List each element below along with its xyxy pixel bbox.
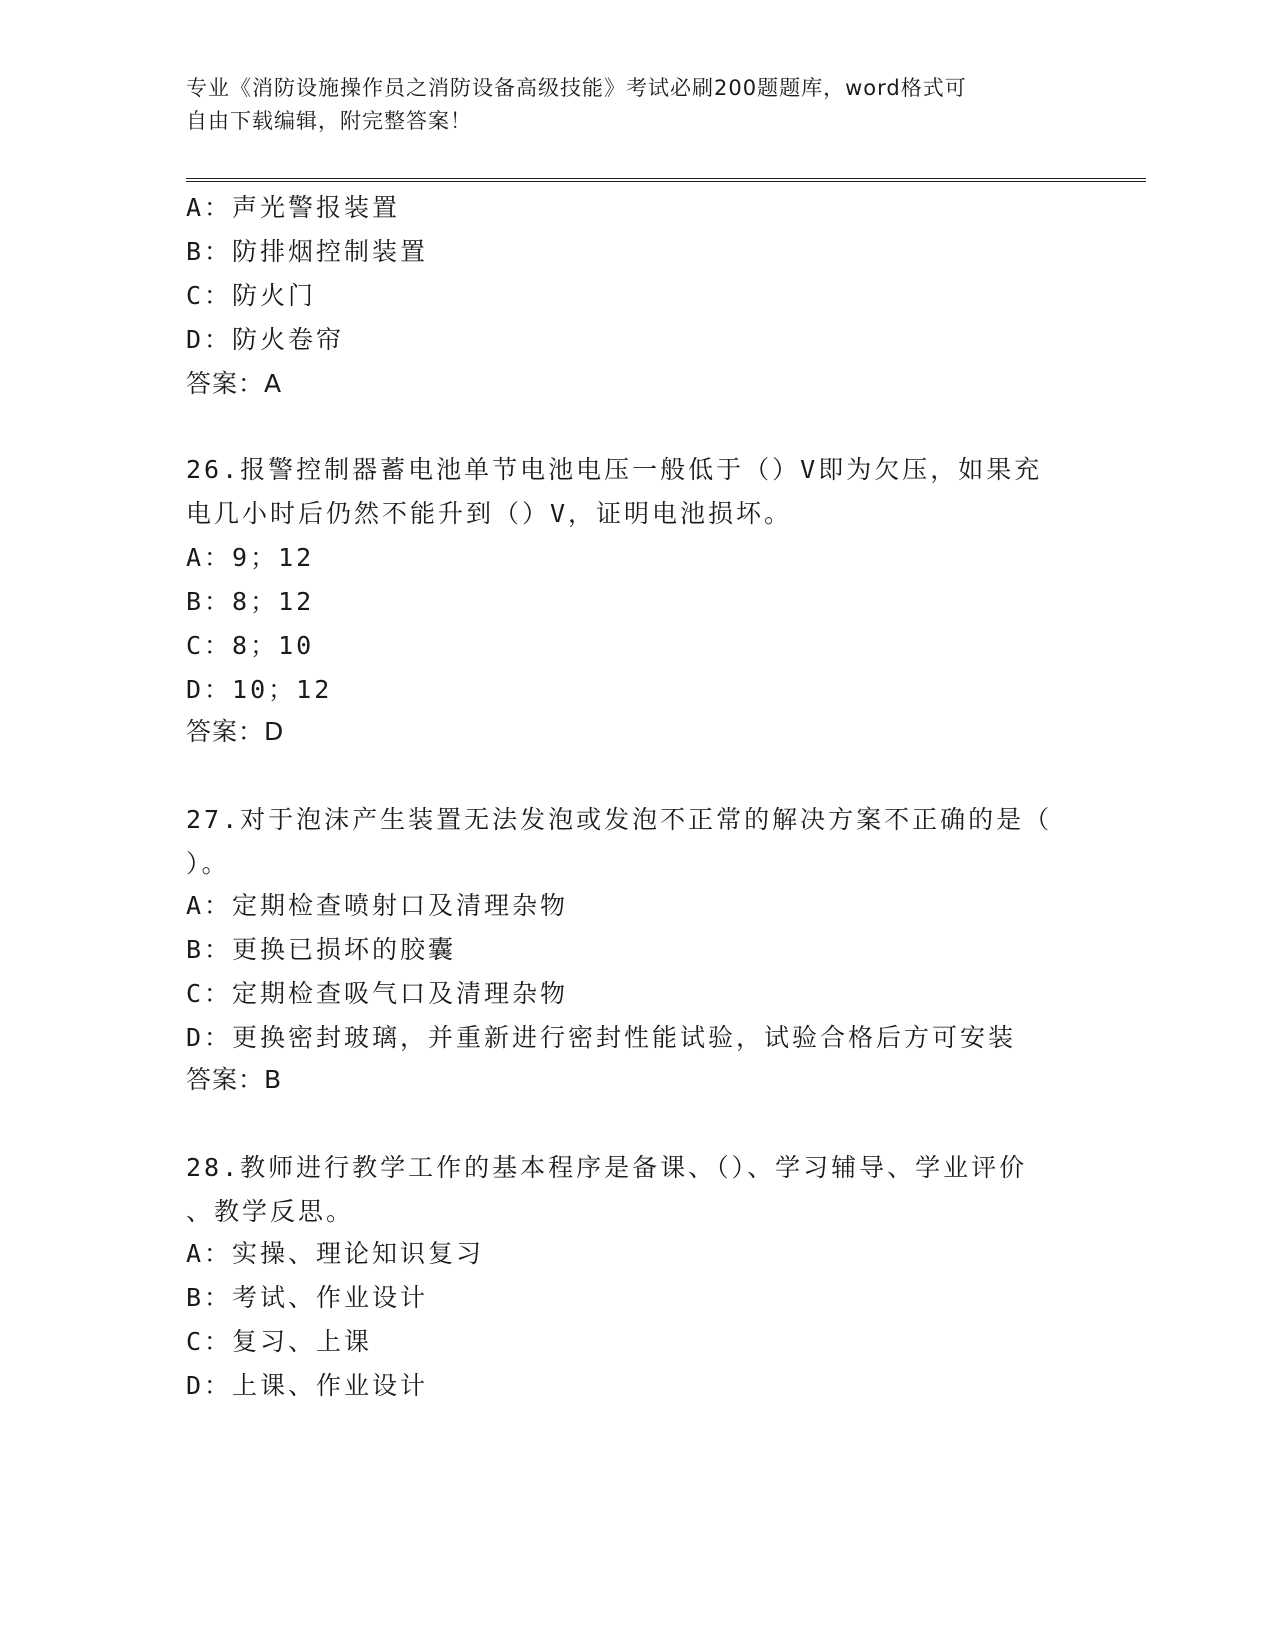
q25-option-d: D：防火卷帘 (186, 325, 345, 354)
header-line-2: 自由下载编辑，附完整答案！ (186, 109, 472, 133)
q27-stem-line-1: 27.对于泡沫产生装置无法发泡或发泡不正常的解决方案不正确的是（ (186, 805, 1053, 834)
q25-answer: 答案：A (186, 369, 283, 398)
q27-option-d: D：更换密封玻璃，并重新进行密封性能试验，试验合格后方可安装 (186, 1023, 1017, 1052)
q26-stem-line-2: 电几小时后仍然不能升到（）V，证明电池损坏。 (186, 499, 793, 528)
q25-option-c: C：防火门 (186, 281, 317, 310)
q28-option-a: A：实操、理论知识复习 (186, 1239, 485, 1268)
q28-stem-line-2: 、教学反思。 (186, 1197, 355, 1226)
q26-option-d: D：10；12 (186, 675, 333, 704)
q25-option-b: B：防排烟控制装置 (186, 237, 429, 266)
q27-answer: 答案：B (186, 1065, 283, 1094)
header-divider (186, 178, 1146, 182)
q28-option-b: B：考试、作业设计 (186, 1283, 429, 1312)
q26-answer: 答案：D (186, 717, 285, 746)
q26-option-c: C：8；10 (186, 631, 315, 660)
q27-option-b: B：更换已损坏的胶囊 (186, 935, 457, 964)
q26-option-b: B：8；12 (186, 587, 315, 616)
q28-stem-line-1: 28.教师进行教学工作的基本程序是备课、（）、学习辅导、学业评价 (186, 1153, 1028, 1182)
header-line-1: 专业《消防设施操作员之消防设备高级技能》考试必刷200题题库，word格式可 (186, 76, 967, 100)
q25-option-a: A：声光警报装置 (186, 193, 401, 222)
q28-option-d: D：上课、作业设计 (186, 1371, 429, 1400)
q28-option-c: C：复习、上课 (186, 1327, 373, 1356)
q26-option-a: A：9；12 (186, 543, 315, 572)
q26-stem-line-1: 26.报警控制器蓄电池单节电池电压一般低于（）V即为欠压，如果充 (186, 455, 1043, 484)
document-header (186, 72, 1066, 138)
q27-stem-line-2: ）。 (186, 849, 230, 878)
q27-option-a: A：定期检查喷射口及清理杂物 (186, 891, 569, 920)
q27-option-c: C：定期检查吸气口及清理杂物 (186, 979, 569, 1008)
